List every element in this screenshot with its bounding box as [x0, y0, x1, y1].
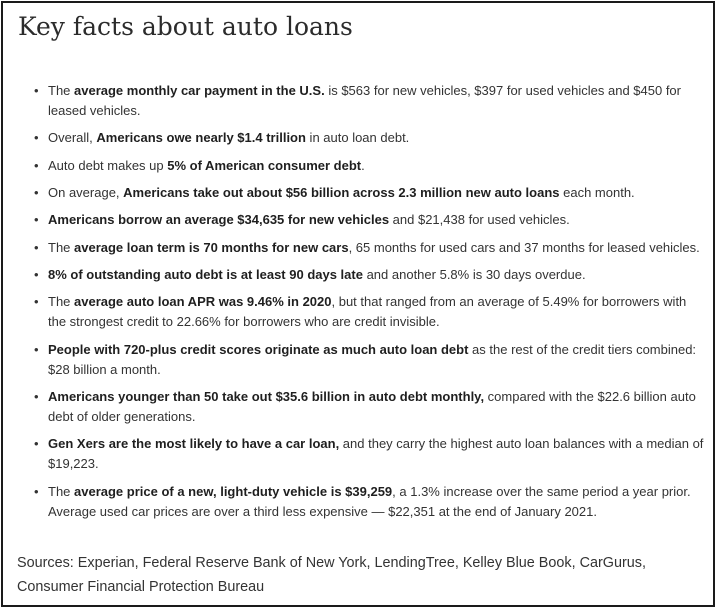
fact-highlight: average monthly car payment in the U.S. [74, 83, 325, 98]
fact-item [3, 183, 711, 203]
fact-highlight: Gen Xers are the most likely to have a car loan, [48, 436, 340, 452]
fact-text: , a 1.3% increase over the same period a year prior. Average used car prices are over a third less expensive — $22,351 at the end of January 2021. [48, 483, 691, 519]
fact-text: Overall, [48, 130, 97, 146]
bullet-icon: • [34, 185, 39, 201]
fact-item [3, 340, 711, 380]
fact-text: , 65 months for used cars and 37 months for leased vehicles. [348, 239, 700, 255]
fact-text: , but that ranged from an average of 5.49% for borrowers with the strongest credit to 22.66% for borrowers who are credit invisible. [48, 294, 687, 330]
fact-item [3, 482, 711, 522]
fact-highlight: average loan term is 70 months for new cars [74, 239, 349, 255]
bullet-icon: • [34, 294, 39, 310]
sources-note: Sources: Experian, Federal Reserve Bank of New York, LendingTree, Kelley Blue Book, CarGurus, Consumer Financial Protection Bureau [17, 555, 646, 595]
bullet-icon: • [34, 267, 39, 283]
fact-text: The [48, 239, 75, 255]
fact-item [3, 156, 711, 176]
fact-text: The [48, 483, 75, 499]
fact-text: and they carry the highest auto loan balances with a median of $19,223. [48, 436, 704, 472]
fact-text: . [361, 157, 365, 173]
fact-item [3, 81, 711, 121]
fact-highlight: 8% of outstanding auto debt is at least 90 days late [48, 267, 363, 283]
fact-item [3, 128, 711, 148]
fact-highlight: Americans owe nearly $1.4 trillion [96, 130, 306, 146]
fact-highlight: Americans younger than 50 take out $35.6 billion in auto debt monthly, [48, 389, 485, 405]
fact-highlight: average price of a new, light-duty vehicle is $39,259 [74, 483, 393, 499]
fact-highlight: Americans take out about $56 billion across 2.3 million new auto loans [123, 185, 560, 201]
fact-text: The [48, 83, 75, 98]
fact-highlight: 5% of American consumer debt [167, 157, 362, 173]
fact-item [3, 292, 711, 332]
fact-text: Auto debt makes up [48, 157, 168, 173]
fact-item [3, 265, 711, 285]
article-card [1, 1, 715, 607]
facts-list [3, 81, 711, 529]
fact-text: compared with the $22.6 billion auto debt of older generations. [48, 389, 696, 425]
fact-item [3, 387, 711, 427]
fact-text: and $21,438 for used vehicles. [389, 212, 570, 228]
fact-item [3, 238, 711, 258]
page-title: Key facts about auto loans [18, 12, 353, 41]
fact-text: On average, [48, 185, 124, 201]
fact-text: and another 5.8% is 30 days overdue. [362, 267, 586, 283]
fact-text: is $563 for new vehicles, $397 for used vehicles and $450 for leased vehicles. [48, 83, 681, 118]
fact-item [3, 434, 711, 474]
fact-text: each month. [559, 185, 635, 201]
fact-item [3, 210, 711, 230]
bullet-icon: • [34, 239, 39, 255]
bullet-icon: • [34, 436, 39, 452]
bullet-icon: • [34, 212, 39, 228]
fact-highlight: People with 720-plus credit scores originate as much auto loan debt [48, 341, 469, 357]
fact-text: The [48, 294, 75, 310]
bullet-icon: • [34, 483, 39, 499]
fact-highlight: Americans borrow an average $34,635 for new vehicles [48, 212, 390, 228]
fact-text: as the rest of the credit tiers combined: $28 billion a month. [48, 341, 697, 377]
bullet-icon: • [34, 83, 39, 98]
fact-text: in auto loan debt. [305, 130, 410, 146]
bullet-icon: • [34, 130, 39, 146]
bullet-icon: • [34, 157, 39, 173]
fact-highlight: average auto loan APR was 9.46% in 2020 [74, 294, 332, 310]
bullet-icon: • [34, 341, 39, 357]
bullet-icon: • [34, 389, 39, 405]
